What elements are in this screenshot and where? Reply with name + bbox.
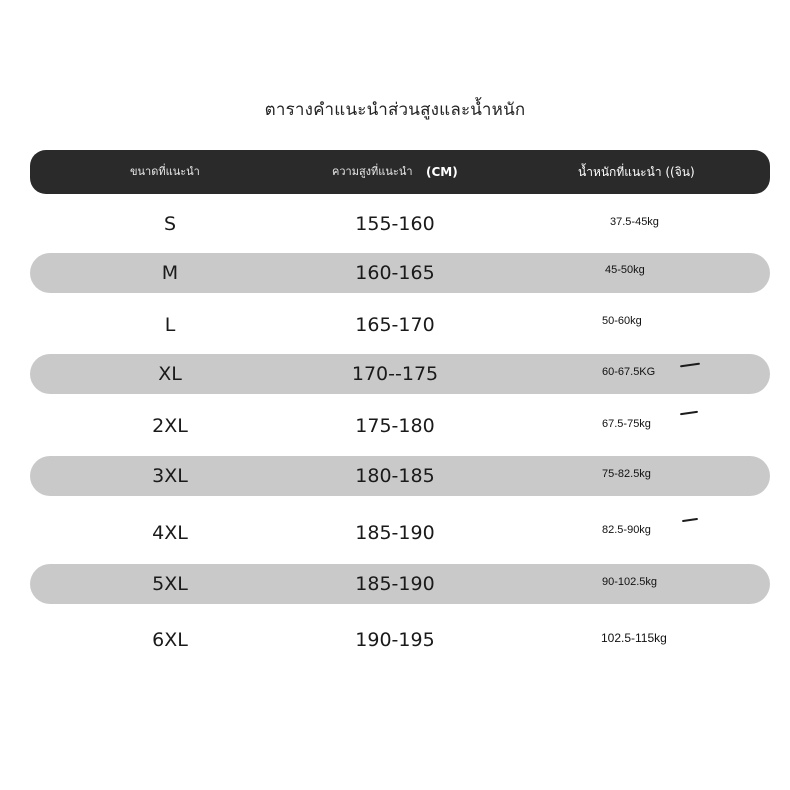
weight-cell: 37.5-45kg	[610, 216, 659, 228]
size-cell: 3XL	[152, 465, 188, 487]
size-cell: XL	[158, 363, 182, 385]
header-height-unit: (CM)	[426, 165, 458, 179]
size-cell: 2XL	[152, 415, 188, 437]
table-row	[30, 406, 770, 446]
header-height: ความสูงที่แนะนำ	[332, 165, 413, 178]
size-cell: L	[164, 314, 176, 336]
table-title: ตารางคำแนะนำส่วนสูงและน้ำหนัก	[264, 100, 526, 120]
height-cell: 185-190	[355, 522, 435, 544]
weight-cell: 67.5-75kg	[602, 418, 651, 430]
smudge-mark	[680, 363, 700, 368]
header-weight: น้ำหนักที่แนะนำ ((จิน)	[578, 165, 695, 179]
size-cell: 6XL	[152, 629, 188, 651]
header-size: ขนาดที่แนะนำ	[130, 165, 200, 178]
smudge-mark	[682, 518, 698, 522]
weight-cell: 50-60kg	[602, 315, 642, 327]
table-row	[30, 253, 770, 293]
weight-cell: 75-82.5kg	[602, 468, 651, 480]
height-cell: 165-170	[355, 314, 435, 336]
size-cell: M	[161, 262, 179, 284]
height-cell: 170--175	[351, 363, 439, 385]
size-cell: S	[163, 213, 177, 235]
weight-cell: 60-67.5KG	[602, 366, 656, 378]
table-header	[30, 150, 770, 194]
table-row	[30, 564, 770, 604]
size-cell: 5XL	[152, 573, 188, 595]
height-cell: 160-165	[355, 262, 435, 284]
weight-cell: 102.5-115kg	[601, 631, 667, 645]
weight-cell: 45-50kg	[605, 264, 645, 276]
height-cell: 155-160	[355, 213, 435, 235]
height-cell: 185-190	[355, 573, 435, 595]
table-row	[30, 305, 770, 345]
size-cell: 4XL	[152, 522, 188, 544]
weight-cell: 90-102.5kg	[602, 576, 658, 588]
height-cell: 190-195	[355, 629, 435, 651]
weight-cell: 82.5-90kg	[602, 524, 651, 536]
table-row	[30, 620, 770, 660]
smudge-mark	[680, 411, 698, 415]
table-row	[30, 513, 770, 553]
table-row	[30, 456, 770, 496]
table-row	[30, 204, 770, 244]
table-row	[30, 354, 770, 394]
height-cell: 180-185	[355, 465, 435, 487]
height-cell: 175-180	[355, 415, 435, 437]
